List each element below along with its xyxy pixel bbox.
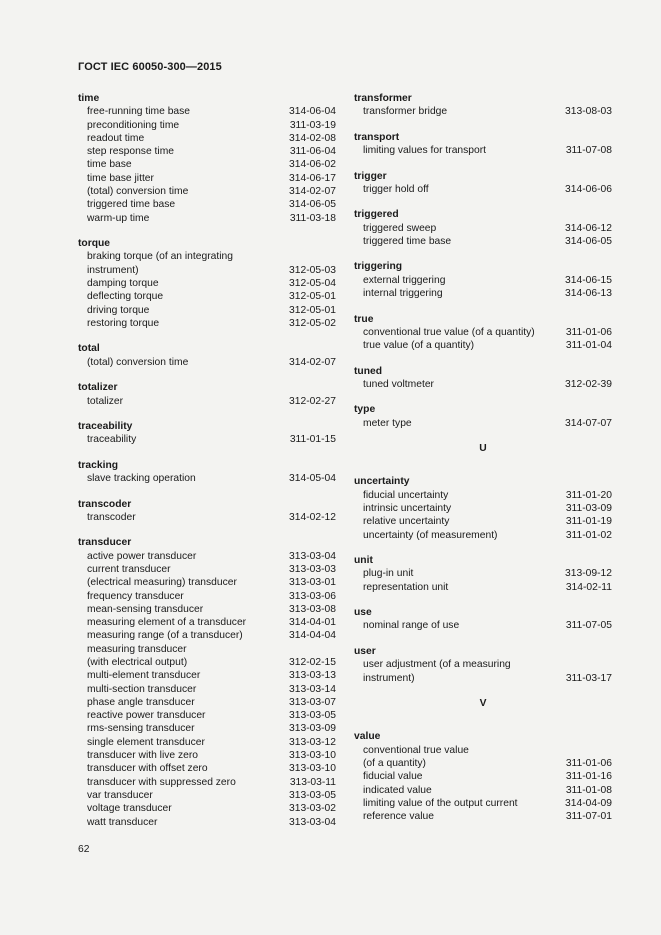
entry-reference: 311-01-08 xyxy=(565,784,612,796)
entry-reference: 312-02-39 xyxy=(565,378,612,390)
entry-reference: 313-03-01 xyxy=(289,577,336,589)
entry-term: deflecting torque xyxy=(87,291,164,303)
entry-reference: 313-03-04 xyxy=(289,550,336,562)
index-entry xyxy=(354,417,612,430)
entry-reference: 311-03-19 xyxy=(289,119,336,131)
index-entry xyxy=(78,816,336,829)
entry-reference: 314-02-11 xyxy=(565,581,612,593)
index-entry xyxy=(78,603,336,616)
entry-reference: 312-05-02 xyxy=(289,317,336,329)
entry-term: transformer bridge xyxy=(363,106,448,118)
entry-term: measuring transducer xyxy=(87,643,187,655)
index-column-left xyxy=(78,92,336,841)
index-entry xyxy=(354,326,612,339)
entry-term: user adjustment (of a measuring xyxy=(363,659,511,671)
entry-reference: 314-06-12 xyxy=(565,222,612,234)
entry-reference: 312-05-01 xyxy=(289,304,336,316)
entry-term: phase angle transducer xyxy=(87,696,195,708)
entry-term: transducer with live zero xyxy=(87,750,199,762)
index-group-trigger xyxy=(354,170,612,197)
index-entry xyxy=(78,629,336,642)
index-entry xyxy=(354,744,612,757)
index-entry xyxy=(78,105,336,118)
index-heading: transcoder xyxy=(78,498,132,510)
entry-term: intrinsic uncertainty xyxy=(363,503,452,515)
entry-term: multi-section transducer xyxy=(87,683,197,695)
index-entry xyxy=(78,696,336,709)
index-entry xyxy=(78,250,336,263)
index-entry xyxy=(354,770,612,783)
entry-reference: 311-01-04 xyxy=(565,340,612,352)
index-entry xyxy=(354,502,612,515)
entry-term: triggered time base xyxy=(363,235,452,247)
entry-reference: 312-02-15 xyxy=(289,657,336,668)
entry-reference: 313-03-04 xyxy=(289,816,336,828)
entry-reference: 313-03-07 xyxy=(289,696,336,708)
entry-term: single element transducer xyxy=(87,736,205,748)
entry-term: fiducial uncertainty xyxy=(363,489,449,501)
entry-term: (of a quantity) xyxy=(363,757,426,769)
index-entry xyxy=(78,776,336,789)
entry-reference: 314-06-05 xyxy=(565,235,612,247)
index-group-torque xyxy=(78,237,336,330)
entry-reference: 312-05-03 xyxy=(289,264,336,276)
entry-term: instrument) xyxy=(87,264,139,276)
index-entry xyxy=(78,304,336,317)
entry-term: active power transducer xyxy=(87,550,197,562)
index-heading: user xyxy=(354,645,376,657)
entry-reference: 312-05-04 xyxy=(289,278,336,290)
entry-reference: 313-03-10 xyxy=(289,750,336,762)
entry-reference: 314-06-04 xyxy=(289,106,336,118)
index-entry xyxy=(78,132,336,145)
entry-term: slave tracking operation xyxy=(87,473,196,485)
index-entry xyxy=(78,669,336,682)
index-group-transformer xyxy=(354,92,612,119)
entry-reference: 311-06-04 xyxy=(289,146,336,158)
entry-term: plug-in unit xyxy=(363,568,414,580)
index-group-triggering xyxy=(354,260,612,300)
entry-reference: 313-03-05 xyxy=(289,710,336,722)
page-header: ГОСТ IEC 60050-300—2015 xyxy=(78,61,222,73)
index-entry xyxy=(354,672,612,685)
index-entry xyxy=(354,287,612,300)
entry-term: meter type xyxy=(363,417,412,429)
index-group-unit xyxy=(354,554,612,594)
entry-reference: 313-03-13 xyxy=(289,670,336,682)
entry-term: multi-element transducer xyxy=(87,670,201,682)
entry-term: tuned voltmeter xyxy=(363,378,434,390)
index-group-uncertainty xyxy=(354,475,612,541)
index-group-tuned xyxy=(354,365,612,392)
entry-term: external triggering xyxy=(363,274,446,286)
entry-term: (total) conversion time xyxy=(87,356,189,368)
index-heading: unit xyxy=(354,555,373,567)
index-group-true xyxy=(354,313,612,353)
index-entry xyxy=(78,290,336,303)
entry-term: braking torque (of an integrating xyxy=(87,251,233,263)
entry-reference: 311-03-17 xyxy=(565,672,612,684)
index-heading: type xyxy=(354,404,376,416)
entry-reference: 313-03-06 xyxy=(289,590,336,602)
entry-term: current transducer xyxy=(87,563,171,575)
index-heading: tracking xyxy=(78,459,119,471)
entry-term: triggered sweep xyxy=(363,222,437,234)
entry-reference: 313-03-02 xyxy=(289,803,336,815)
entry-term: free-running time base xyxy=(87,106,191,118)
entry-reference: 313-03-08 xyxy=(289,603,336,615)
index-entry xyxy=(78,576,336,589)
index-heading: time xyxy=(78,93,100,104)
index-entry xyxy=(354,515,612,528)
entry-term: frequency transducer xyxy=(87,590,184,602)
entry-term: conventional true value xyxy=(363,744,469,756)
entry-term: step response time xyxy=(87,146,174,158)
entry-reference: 312-02-27 xyxy=(289,395,336,407)
index-heading: use xyxy=(354,607,372,619)
entry-term: var transducer xyxy=(87,789,153,801)
entry-reference: 314-04-01 xyxy=(289,617,336,629)
index-entry xyxy=(78,158,336,171)
entry-term: traceability xyxy=(87,434,137,446)
index-heading: torque xyxy=(78,238,111,250)
index-entry xyxy=(78,749,336,762)
entry-term: driving torque xyxy=(87,304,150,316)
entry-reference: 311-01-20 xyxy=(565,489,612,501)
index-entry xyxy=(354,529,612,542)
index-entry xyxy=(78,643,336,656)
entry-term: representation unit xyxy=(363,581,449,593)
entry-reference: 314-04-04 xyxy=(289,630,336,642)
entry-term: rms-sensing transducer xyxy=(87,723,195,735)
entry-reference: 313-03-12 xyxy=(289,736,336,748)
index-entry xyxy=(354,658,612,671)
entry-reference: 314-07-07 xyxy=(565,417,612,429)
entry-reference: 311-01-19 xyxy=(565,516,612,528)
index-heading: transport xyxy=(354,131,400,143)
entry-term: readout time xyxy=(87,132,145,144)
index-entry xyxy=(354,105,612,118)
index-entry xyxy=(354,183,612,196)
index-entry xyxy=(78,145,336,158)
index-entry xyxy=(354,489,612,502)
entry-term: trigger hold off xyxy=(363,183,429,195)
entry-term: transducer with offset zero xyxy=(87,763,208,775)
index-entry xyxy=(78,762,336,775)
section-letter-u: U xyxy=(479,443,487,455)
entry-term: measuring range (of a transducer) xyxy=(87,630,243,642)
index-group-transducer xyxy=(78,536,336,829)
index-entry xyxy=(78,683,336,696)
index-entry xyxy=(78,656,336,669)
entry-term: measuring element of a transducer xyxy=(87,617,247,629)
index-heading: triggering xyxy=(354,261,403,273)
index-group-totalizer xyxy=(78,381,336,408)
entry-term: internal triggering xyxy=(363,288,443,300)
index-heading: value xyxy=(354,731,381,743)
index-heading: trigger xyxy=(354,170,387,182)
index-entry xyxy=(78,264,336,277)
entry-term: (electrical measuring) transducer xyxy=(87,577,237,589)
index-heading: true xyxy=(354,313,374,325)
entry-reference: 314-02-12 xyxy=(289,511,336,523)
entry-term: fiducial value xyxy=(363,771,423,783)
entry-term: (with electrical output) xyxy=(87,657,188,668)
entry-term: restoring torque xyxy=(87,317,160,329)
index-entry xyxy=(354,784,612,797)
index-heading: uncertainty xyxy=(354,476,410,488)
index-entry xyxy=(78,802,336,815)
index-entry xyxy=(78,789,336,802)
entry-reference: 311-01-15 xyxy=(289,434,336,446)
entry-term: totalizer xyxy=(87,395,124,407)
entry-term: reactive power transducer xyxy=(87,710,206,722)
entry-reference: 311-01-06 xyxy=(565,326,612,338)
entry-reference: 314-04-09 xyxy=(565,797,612,809)
entry-term: time base xyxy=(87,159,132,171)
entry-term: triggered time base xyxy=(87,199,176,211)
entry-term: limiting values for transport xyxy=(363,145,487,157)
index-group-type xyxy=(354,403,612,430)
index-entry xyxy=(354,581,612,594)
entry-reference: 314-06-05 xyxy=(289,199,336,211)
entry-term: voltage transducer xyxy=(87,803,172,815)
index-entry xyxy=(354,567,612,580)
entry-reference: 311-03-18 xyxy=(289,212,336,224)
index-entry xyxy=(354,235,612,248)
entry-term: time base jitter xyxy=(87,172,154,184)
entry-reference: 313-09-12 xyxy=(565,568,612,580)
entry-term: mean-sensing transducer xyxy=(87,603,204,615)
entry-reference: 311-07-05 xyxy=(565,620,612,632)
index-entry xyxy=(78,198,336,211)
index-entry xyxy=(78,212,336,225)
index-group-tracking xyxy=(78,459,336,486)
entry-reference: 313-03-09 xyxy=(289,723,336,735)
entry-reference: 313-03-14 xyxy=(289,683,336,695)
index-group-total xyxy=(78,342,336,369)
entry-reference: 314-06-15 xyxy=(565,274,612,286)
entry-reference: 313-03-05 xyxy=(289,789,336,801)
index-group-transport xyxy=(354,131,612,158)
entry-term: instrument) xyxy=(363,672,415,684)
index-heading: total xyxy=(78,343,100,355)
section-letter-v: V xyxy=(479,698,487,710)
index-entry xyxy=(78,395,336,408)
index-group-traceability xyxy=(78,420,336,447)
entry-reference: 311-07-01 xyxy=(565,811,612,823)
index-entry xyxy=(78,550,336,563)
index-group-user xyxy=(354,645,612,685)
index-group-use xyxy=(354,606,612,633)
index-entry xyxy=(78,616,336,629)
index-heading: transducer xyxy=(78,537,132,549)
index-entry xyxy=(354,810,612,823)
index-heading: totalizer xyxy=(78,382,118,394)
index-entry xyxy=(78,356,336,369)
index-entry xyxy=(78,172,336,185)
entry-term: indicated value xyxy=(363,784,432,796)
index-heading: traceability xyxy=(78,420,133,432)
index-entry xyxy=(354,378,612,391)
index-entry xyxy=(78,563,336,576)
index-entry xyxy=(78,590,336,603)
entry-reference: 314-06-06 xyxy=(565,183,612,195)
entry-reference: 312-05-01 xyxy=(289,291,336,303)
index-entry xyxy=(78,511,336,524)
entry-reference: 311-01-06 xyxy=(565,757,612,769)
entry-reference: 311-07-08 xyxy=(565,145,612,157)
entry-term: relative uncertainty xyxy=(363,516,450,528)
index-entry xyxy=(78,119,336,132)
entry-term: uncertainty (of measurement) xyxy=(363,529,498,541)
index-entry xyxy=(354,339,612,352)
entry-term: limiting value of the output current xyxy=(363,797,518,809)
index-group-value xyxy=(354,730,612,823)
entry-reference: 314-02-08 xyxy=(289,132,336,144)
entry-reference: 311-01-02 xyxy=(565,529,612,541)
index-column-right xyxy=(354,92,612,836)
entry-term: (total) conversion time xyxy=(87,186,189,198)
entry-reference: 314-06-02 xyxy=(289,159,336,171)
index-entry xyxy=(354,797,612,810)
entry-reference: 314-06-13 xyxy=(565,288,612,300)
entry-reference: 314-02-07 xyxy=(289,356,336,368)
index-entry xyxy=(78,736,336,749)
entry-term: true value (of a quantity) xyxy=(363,340,475,352)
index-entry xyxy=(78,433,336,446)
entry-reference: 313-03-10 xyxy=(289,763,336,775)
index-entry xyxy=(78,722,336,735)
entry-term: reference value xyxy=(363,811,434,823)
entry-reference: 314-05-04 xyxy=(289,473,336,485)
page-number: 62 xyxy=(78,844,90,855)
entry-reference: 313-03-03 xyxy=(289,563,336,575)
index-entry xyxy=(78,472,336,485)
entry-term: transcoder xyxy=(87,511,136,523)
entry-term: damping torque xyxy=(87,278,159,290)
entry-reference: 314-06-17 xyxy=(289,172,336,184)
entry-term: warm-up time xyxy=(87,212,150,224)
index-group-time xyxy=(78,92,336,225)
index-entry xyxy=(78,317,336,330)
entry-reference: 311-01-16 xyxy=(565,771,612,783)
entry-reference: 313-03-11 xyxy=(289,776,336,788)
entry-reference: 314-02-07 xyxy=(289,186,336,198)
index-group-triggered xyxy=(354,208,612,248)
index-entry xyxy=(354,757,612,770)
index-entry xyxy=(354,274,612,287)
index-entry xyxy=(78,277,336,290)
entry-term: conventional true value (of a quantity) xyxy=(363,326,535,338)
index-entry xyxy=(354,619,612,632)
index-entry xyxy=(78,709,336,722)
index-entry xyxy=(354,144,612,157)
entry-reference: 311-03-09 xyxy=(565,503,612,515)
entry-term: watt transducer xyxy=(87,816,158,828)
index-heading: tuned xyxy=(354,365,383,377)
index-heading: transformer xyxy=(354,93,412,104)
index-entry xyxy=(354,222,612,235)
entry-term: transducer with suppressed zero xyxy=(87,776,236,788)
index-entry xyxy=(78,185,336,198)
entry-reference: 313-08-03 xyxy=(565,106,612,118)
index-group-transcoder xyxy=(78,498,336,525)
index-heading: triggered xyxy=(354,209,399,221)
entry-term: nominal range of use xyxy=(363,620,460,632)
entry-term: preconditioning time xyxy=(87,119,180,131)
